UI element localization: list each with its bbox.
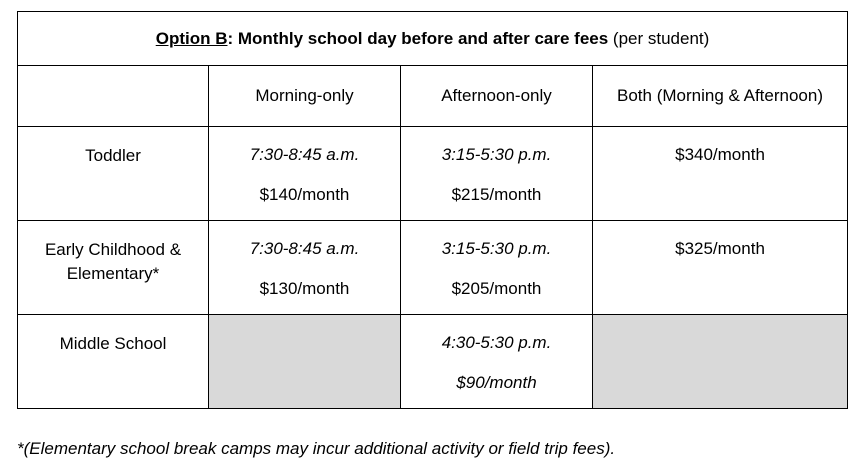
afternoon-time: 3:15-5:30 p.m. xyxy=(441,239,552,258)
both-cell-unavailable xyxy=(593,315,848,409)
both-fee: $325/month xyxy=(675,239,765,258)
header-row xyxy=(18,66,848,127)
table-title xyxy=(18,12,848,66)
title-main: : Monthly school day before and after care fees xyxy=(227,28,609,48)
header-blank xyxy=(18,66,209,127)
title-option: Option B xyxy=(155,28,228,48)
row-label-line1: Middle School xyxy=(59,334,167,353)
both-cell xyxy=(593,127,848,221)
morning-fee: $130/month xyxy=(259,279,350,298)
afternoon-fee: $215/month xyxy=(451,185,542,204)
row-label-line1: Early Childhood & xyxy=(44,240,182,259)
afternoon-cell xyxy=(401,315,593,409)
afternoon-cell xyxy=(401,221,593,315)
title-row xyxy=(18,12,848,66)
morning-cell-unavailable xyxy=(209,315,401,409)
title-suffix: (per student) xyxy=(608,28,710,48)
fee-table xyxy=(17,11,848,409)
header-afternoon: Afternoon-only xyxy=(401,66,593,127)
morning-time: 7:30-8:45 a.m. xyxy=(249,239,360,258)
both-cell xyxy=(593,221,848,315)
afternoon-cell xyxy=(401,127,593,221)
footnote: *(Elementary school break camps may incur additional activity or field trip fees). xyxy=(17,439,616,458)
row-label-line2: Elementary* xyxy=(66,264,160,283)
table-row-early-childhood xyxy=(18,221,848,315)
morning-cell xyxy=(209,127,401,221)
afternoon-fee: $205/month xyxy=(451,279,542,298)
afternoon-time: 4:30-5:30 p.m. xyxy=(441,333,552,352)
both-fee: $340/month xyxy=(675,145,765,164)
afternoon-time: 3:15-5:30 p.m. xyxy=(441,145,552,164)
morning-fee: $140/month xyxy=(259,185,350,204)
row-label xyxy=(18,127,209,221)
table-row-middle-school xyxy=(18,315,848,409)
morning-cell xyxy=(209,221,401,315)
morning-time: 7:30-8:45 a.m. xyxy=(249,145,360,164)
header-both: Both (Morning & Afternoon) xyxy=(593,66,848,127)
afternoon-fee: $90/month xyxy=(456,373,537,392)
table-row-toddler xyxy=(18,127,848,221)
row-label xyxy=(18,315,209,409)
header-morning: Morning-only xyxy=(209,66,401,127)
row-label xyxy=(18,221,209,315)
row-label-line1: Toddler xyxy=(85,146,141,165)
